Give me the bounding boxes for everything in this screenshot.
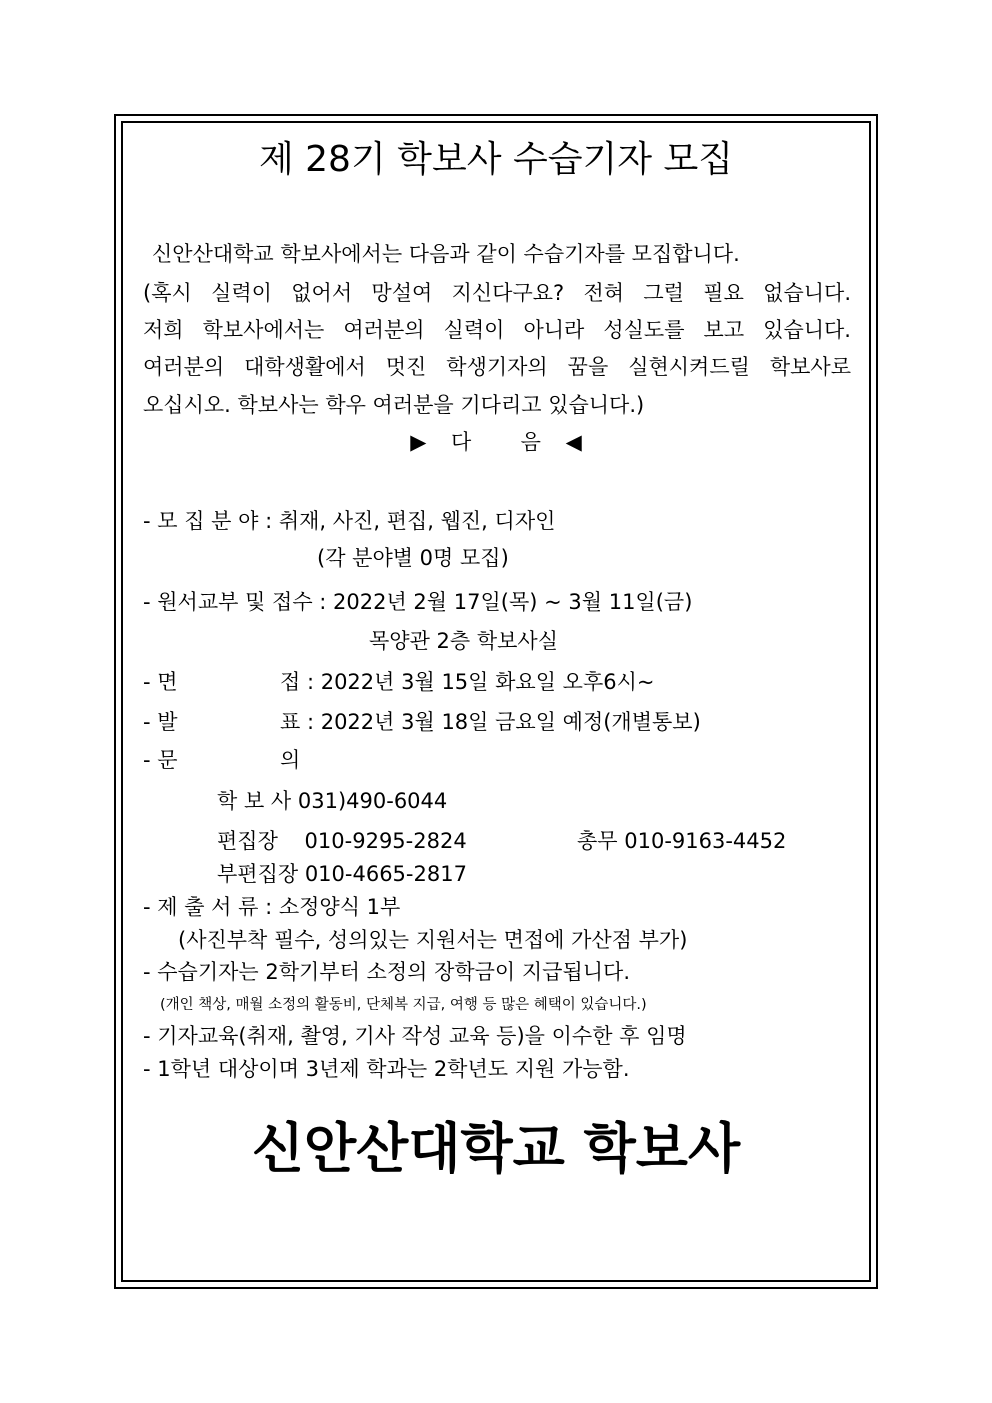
- contact-deputy: 부편집장 010-4665-2817: [217, 862, 467, 886]
- training-info: - 기자교육(취재, 촬영, 기사 작성 교육 등)을 이수한 후 임명: [143, 1024, 687, 1048]
- intro-line-1: 신안산대학교 학보사에서는 다음과 같이 수습기자를 모집합니다.: [152, 242, 740, 266]
- application-period: - 원서교부 및 접수 : 2022년 2월 17일(목) ~ 3월 11일(금): [143, 590, 693, 614]
- submit-documents: - 제 출 서 류 : 소정양식 1부: [143, 895, 401, 919]
- contact-office: 학 보 사 031)490-6044: [217, 789, 448, 813]
- organization-name: 신안산대학교 학보사: [251, 1117, 741, 1180]
- interview-label: - 면: [143, 670, 178, 694]
- announce-date: 표 : 2022년 3월 18일 금요일 예정(개별통보): [280, 710, 701, 734]
- benefits-note: (개인 책상, 매월 소정의 활동비, 단체복 지급, 여행 등 많은 혜택이 있습니다.): [160, 997, 647, 1013]
- announce-label: - 발: [143, 710, 178, 734]
- eligibility-info: - 1학년 대상이며 3년제 학과는 2학년도 지원 가능함.: [143, 1057, 630, 1081]
- submit-documents-note: (사진부착 필수, 성의있는 지원서는 면접에 가산점 부가): [178, 928, 688, 952]
- intro-line-4: 여러분의 대학생활에서 멋진 학생기자의 꿈을 실현시켜드릴 학보사로: [143, 355, 851, 379]
- contact-editor: 편집장 010-9295-2824: [217, 829, 467, 853]
- page-title: 제 28기 학보사 수습기자 모집: [258, 139, 734, 180]
- intro-line-2: (혹시 실력이 없어서 망설여 지신다구요? 전혀 그럴 필요 없습니다.: [143, 281, 851, 305]
- inquiry-label-end: 의: [280, 748, 301, 772]
- inquiry-label: - 문: [143, 748, 178, 772]
- recruit-field: - 모 집 분 야 : 취재, 사진, 편집, 웹진, 디자인: [143, 509, 556, 533]
- notice-heading: ▶ 다 음 ◀: [410, 430, 582, 454]
- contact-general: 총무 010-9163-4452: [577, 829, 787, 853]
- application-place: 목양관 2층 학보사실: [369, 629, 558, 653]
- recruit-field-note: (각 분야별 0명 모집): [317, 546, 509, 570]
- interview-date: 접 : 2022년 3월 15일 화요일 오후6시~: [280, 670, 655, 694]
- intro-line-3: 저희 학보사에서는 여러분의 실력이 아니라 성실도를 보고 있습니다.: [143, 318, 851, 342]
- intro-line-5: 오십시오. 학보사는 학우 여러분을 기다리고 있습니다.): [143, 393, 645, 417]
- scholarship-info: - 수습기자는 2학기부터 소정의 장학금이 지급됩니다.: [143, 960, 630, 984]
